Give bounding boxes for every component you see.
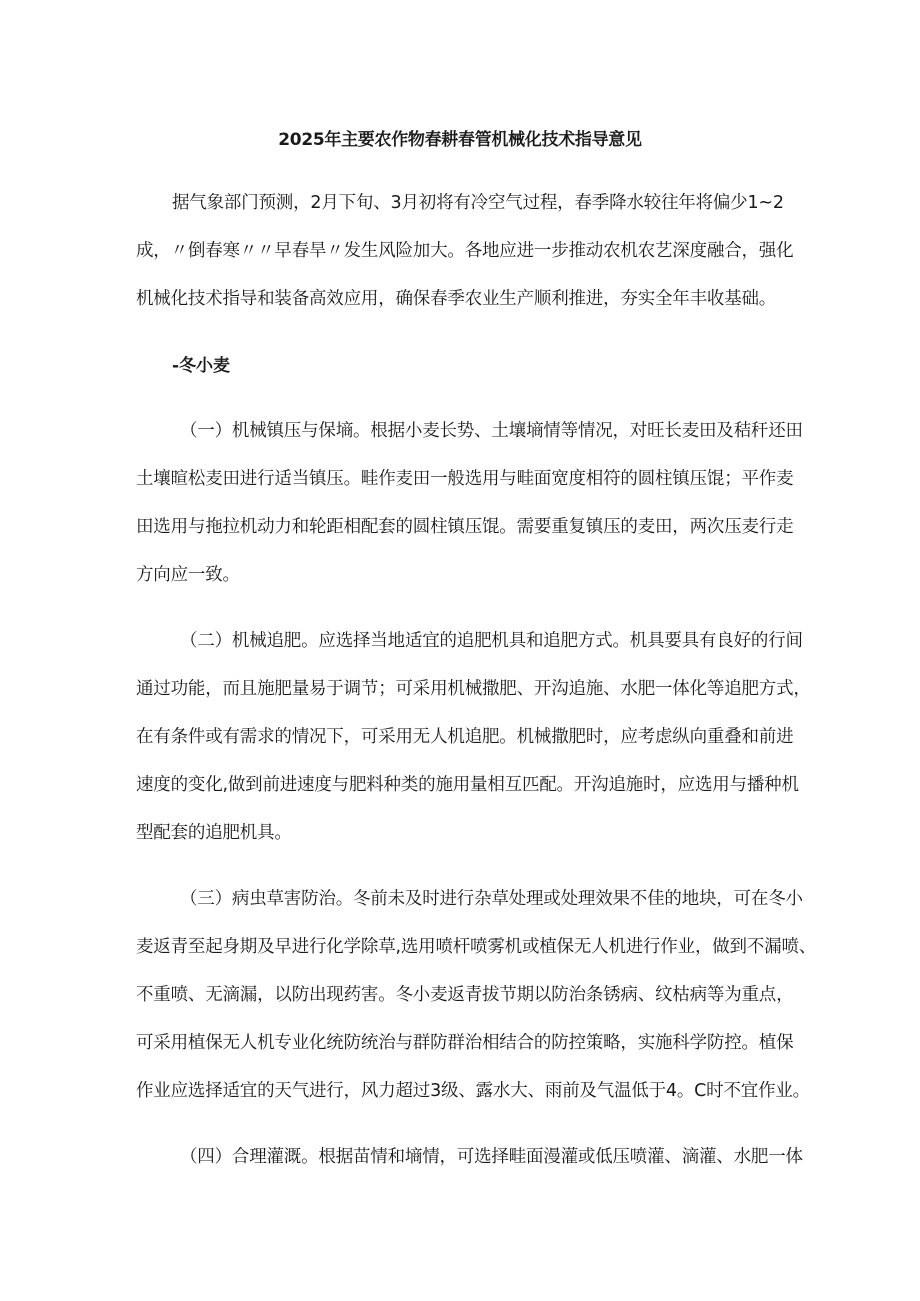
para3-line: （三）病虫草害防治。冬前未及时进行杂草处理或处理效果不佳的地块，可在冬小 — [180, 889, 803, 909]
para1-line: （一）机械镇压与保墒。根据小麦长势、土壤墒情等情况，对旺长麦田及秸秆还田 — [180, 421, 803, 441]
para1-line: 方向应一致。 — [136, 565, 240, 585]
para4-line: （四）合理灌溉。根据苗情和墒情，可选择畦面漫灌或低压喷灌、滴灌、水肥一体 — [180, 1147, 803, 1167]
para1-line: 田选用与拖拉机动力和轮距相配套的圆柱镇压馄。需要重复镇压的麦田，两次压麦行走 — [136, 517, 794, 537]
para2-line: （二）机械追肥。应选择当地适宜的追肥机具和追肥方式。机具要具有良好的行间 — [180, 631, 803, 651]
section-heading: -冬小麦 — [172, 356, 231, 376]
para3-line: 可采用植保无人机专业化统防统治与群防群治相结合的防控策略，实施科学防控。植保 — [136, 1033, 794, 1053]
para1-line: 土壤暄松麦田进行适当镇压。畦作麦田一般选用与畦面宽度相符的圆柱镇压馄；平作麦 — [136, 469, 794, 489]
para3-line: 不重喷、无滴漏，以防出现药害。冬小麦返青拔节期以防治条锈病、纹枯病等为重点， — [136, 985, 794, 1005]
intro-line: 成，〃倒春寒〃〃早春旱〃发生风险加大。各地应进一步推动农机农艺深度融合，强化 — [136, 241, 794, 261]
intro-line: 据气象部门预测，2月下旬、3月初将有冷空气过程，春季降水较往年将偏少1~2 — [172, 193, 784, 213]
para3-line: 麦返青至起身期及早进行化学除草,选用喷杆喷雾机或植保无人机进行作业，做到不漏喷、 — [136, 937, 817, 957]
para2-line: 在有条件或有需求的情况下，可采用无人机追肥。机械撒肥时，应考虑纵向重叠和前进 — [136, 727, 794, 747]
para3-line: 作业应选择适宜的天气进行，风力超过3级、露水大、雨前及气温低于4。C时不宜作业。 — [136, 1081, 810, 1101]
intro-line: 机械化技术指导和装备高效应用，确保春季农业生产顺利推进，夯实全年丰收基础。 — [136, 289, 777, 309]
para2-line: 速度的变化,做到前进速度与肥料种类的施用量相互匹配。开沟追施时，应选用与播种机 — [136, 775, 799, 795]
para2-line: 通过功能，而且施肥量易于调节；可采用机械撒肥、开沟追施、水肥一体化等追肥方式， — [136, 679, 811, 699]
document-title: 2025年主要农作物春耕春管机械化技术指导意见 — [278, 130, 642, 150]
para2-line: 型配套的追肥机具。 — [136, 823, 292, 843]
